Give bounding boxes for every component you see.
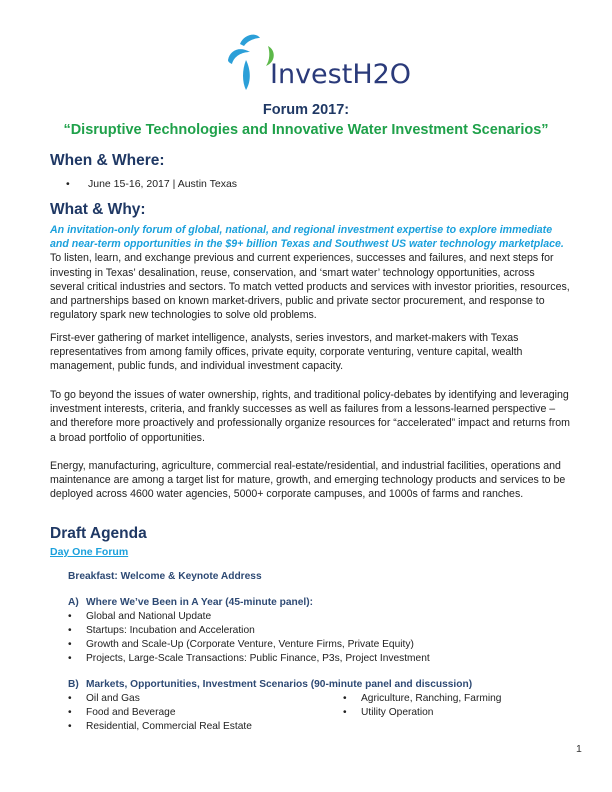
bullet-icon: • (68, 611, 72, 622)
breakfast-heading: Breakfast: Welcome & Keynote Address (68, 571, 262, 582)
draft-agenda-heading: Draft Agenda (50, 525, 147, 542)
bullet-icon: • (68, 625, 72, 636)
bullet-icon: • (68, 693, 72, 704)
what-why-paragraph-2: First-ever gathering of market intelligence, analysts, series investors, and market-makers with Texas representatives from among family offices, private equity, corporate venturing, venture capital, wealth management, public funds, and individual investment capacity. (50, 332, 523, 373)
what-why-paragraph-4: Energy, manufacturing, agriculture, commercial real-estate/residential, and industrial facilities, operations and maintenance are among a target list for mature, growth, and emerging technology products and services to be deployed across 4600 water agencies, 5000+ corporate campuses, and 1000s of farms and ranches. (50, 460, 566, 501)
section-b-heading (68, 679, 473, 690)
event-date-location: June 15-16, 2017 | Austin Texas (88, 178, 238, 190)
section-a-item-text: Projects, Large-Scale Transactions: Public Finance, P3s, Project Investment (86, 653, 430, 664)
forum-title: Forum 2017: (262, 102, 350, 118)
what-why-paragraph-3: To go beyond the issues of water ownership, rights, and traditional policy-debates by identifying and leveraging investment interests, criteria, and frankly successes as well as failures from a lessons-learned perspective – and therefore more proactively and professionally organize resources for “accelerated” impact and returns from a broad portfolio of opportunities. (50, 389, 570, 444)
what-why-paragraph-1 (50, 223, 570, 322)
bullet-icon: • (68, 639, 72, 650)
what-why-heading: What & Why: (50, 201, 146, 218)
when-where-heading: When & Where: (50, 152, 165, 169)
bullet-icon: • (343, 707, 347, 718)
section-b-item-text: Oil and Gas (86, 693, 140, 704)
logo-wordmark: InvestH2O (270, 59, 412, 90)
section-b-label: B) (68, 679, 79, 690)
bullet-icon: • (68, 707, 72, 718)
section-b-item-text: Utility Operation (361, 707, 434, 718)
section-a-label: A) (68, 597, 79, 608)
bullet-icon: • (68, 653, 72, 664)
section-a-item-text: Startups: Incubation and Acceleration (86, 625, 255, 636)
section-a-heading (68, 597, 314, 608)
section-b-item-text: Residential, Commercial Real Estate (86, 721, 252, 732)
bullet-icon: • (343, 693, 347, 704)
bullet-icon: • (68, 721, 72, 732)
forum-subtitle: “Disruptive Technologies and Innovative Water Investment Scenarios” (63, 122, 549, 138)
section-b-item-text: Agriculture, Ranching, Farming (361, 693, 502, 704)
invitation-lead-text: An invitation-only forum of global, national, and regional investment expertise to explore immediate and near-term opportunities in the $9+ billion Texas and Southwest US water technology marketplace. (50, 224, 564, 251)
investh2o-logo (226, 30, 426, 94)
section-b-item-text: Food and Beverage (86, 707, 176, 718)
section-a-item-text: Global and National Update (86, 611, 212, 622)
section-b-title: Markets, Opportunities, Investment Scenarios (90-minute panel and discussion) (86, 679, 473, 690)
paragraph-1-body: To listen, learn, and exchange previous and current experiences, successes and failures, and next steps for investing in Texas’ desalination, reuse, conservation, and ‘smart water’ technology opportunities, across several critical industries and sectors. To match vetted products and services with investor priorities, resources, and partnerships based on known market-drivers, public and private sector procurement, and response to regulatory spark new technologies to solve old problems. (50, 252, 570, 322)
section-a-title: Where We’ve Been in A Year (45-minute panel): (86, 597, 314, 608)
day-one-forum-link[interactable]: Day One Forum (50, 546, 129, 558)
page-number: 1 (576, 743, 582, 755)
section-a-item-text: Growth and Scale-Up (Corporate Venture, Venture Firms, Private Equity) (86, 639, 414, 650)
bullet-icon: • (66, 178, 70, 190)
